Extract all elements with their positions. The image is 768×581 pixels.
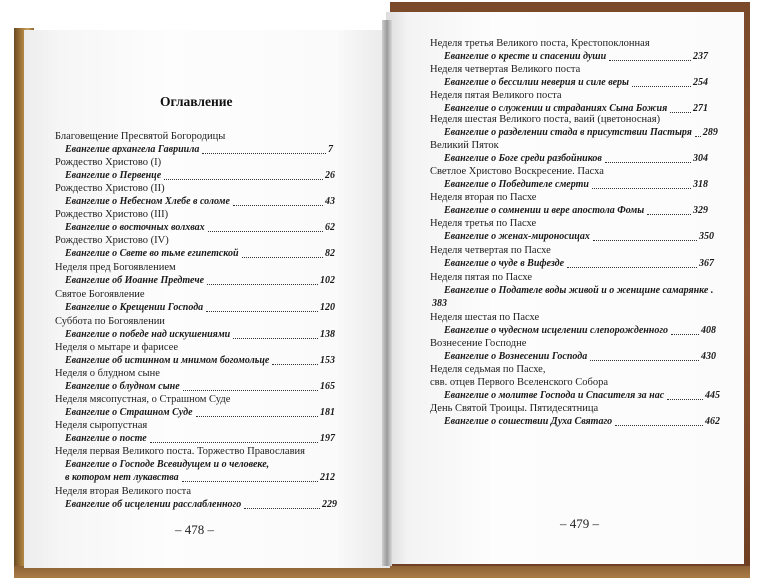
toc-subentry: Евангелие о Подателе воды живой и о женщине самарянке .	[444, 285, 714, 296]
toc-heading: Неделя о мытаре и фарисее	[55, 342, 178, 353]
page-number: 408	[701, 325, 716, 336]
toc-subentry: Евангелие о сомнении и вере апостола Фомы 329	[444, 205, 708, 216]
page-number: 254	[693, 77, 708, 88]
toc-subentry: Евангелие о Вознесении Господа 430	[444, 351, 716, 362]
page-number: 165	[320, 381, 335, 392]
toc-subentry: Евангелие о восточных волхвах 62	[65, 222, 335, 233]
toc-heading: Рождество Христово (I)	[55, 157, 162, 168]
page-number: 7	[328, 144, 333, 155]
toc-subentry: Евангелие о победе над искушениями 138	[65, 329, 335, 340]
toc-heading-line2: свв. отцев Первого Вселенского Собора	[430, 377, 609, 388]
toc-heading: Неделя пред Богоявлением	[55, 262, 176, 273]
page-folio: – 479 –	[560, 516, 599, 531]
toc-heading: Неделя четвертая по Пасхе	[430, 245, 551, 256]
toc-heading: Неделя первая Великого поста. Торжество Православия	[55, 446, 305, 457]
toc-subentry: Евангелие о сошествии Духа Святаго 462	[444, 416, 720, 427]
toc-heading: Вознесение Господне	[430, 338, 527, 349]
toc-subentry: Евангелие о чуде в Вифезде 367	[444, 258, 714, 269]
page-number: 271	[693, 103, 708, 114]
page-number: 229	[322, 499, 337, 510]
toc-heading: Неделя вторая по Пасхе	[430, 192, 537, 203]
toc-title: Оглавление	[160, 94, 233, 109]
page-number: 318	[693, 179, 708, 190]
toc-subentry: Евангелие о блудном сыне 165	[65, 381, 335, 392]
toc-subentry: Евангелие о Победителе смерти 318	[444, 179, 708, 190]
toc-subentry: Евангелие о посте 197	[65, 433, 335, 444]
toc-heading: Рождество Христово (III)	[55, 209, 169, 220]
book-gutter	[382, 20, 392, 566]
page-number: 350	[699, 231, 714, 242]
toc-subentry: Евангелие об исцелении расслабленного 229	[65, 499, 337, 510]
toc-subentry: Евангелие об Иоанне Предтече 102	[65, 275, 335, 286]
page-number: 181	[320, 407, 335, 418]
toc-heading: Неделя седьмая по Пасхе,	[430, 364, 546, 375]
toc-subentry: Евангелие о Крещении Господа 120	[65, 302, 335, 313]
page-number: 304	[693, 153, 708, 164]
toc-heading: Неделя мясопустная, о Страшном Суде	[55, 394, 231, 405]
toc-heading: Неделя шестая Великого поста, ваий (цветоносная)	[430, 114, 661, 125]
page-number: 383	[432, 298, 447, 309]
page-number: 237	[693, 51, 708, 62]
toc-heading: Святое Богоявление	[55, 289, 145, 300]
toc-heading: Неделя пятая по Пасхе	[430, 272, 532, 283]
page-number: 329	[693, 205, 708, 216]
toc-heading: Неделя сыропустная	[55, 420, 148, 431]
toc-heading: Благовещение Пресвятой Богородицы	[55, 131, 226, 142]
toc-heading: День Святой Троицы. Пятидесятница	[430, 403, 599, 414]
toc-subentry: Евангелие о кресте и спасении души 237	[444, 51, 708, 62]
toc-heading: Неделя третья Великого поста, Крестопоклонная	[430, 38, 650, 49]
toc-heading: Неделя вторая Великого поста	[55, 486, 191, 497]
toc-subentry: Евангелие о служении и страданиях Сына Божия 271	[444, 103, 708, 114]
toc-subentry: Евангелие о Свете во тьме египетской 82	[65, 248, 335, 259]
toc-subentry: Евангелие о молитве Господа и Спасителя за нас 445	[444, 390, 720, 401]
page-number: 197	[320, 433, 335, 444]
page-number: 430	[701, 351, 716, 362]
toc-heading: Неделя шестая по Пасхе	[430, 312, 540, 323]
page-number: 138	[320, 329, 335, 340]
toc-subentry: Евангелие о Небесном Хлебе в соломе 43	[65, 196, 335, 207]
toc-subentry: Евангелие об истинном и мнимом богомольце 153	[65, 355, 335, 366]
page-number: 212	[320, 472, 335, 483]
toc-subentry: Евангелие о разделении стада в присутствии Пастыря 289	[444, 127, 718, 138]
toc-heading: Неделя четвертая Великого поста	[430, 64, 581, 75]
page-number: 445	[705, 390, 720, 401]
toc-subentry: Евангелие о Боге среди разбойников 304	[444, 153, 708, 164]
page-number: 120	[320, 302, 335, 313]
page-number: 102	[320, 275, 335, 286]
toc-subentry: Евангелие о чудесном исцелении слепорожденного 408	[444, 325, 716, 336]
toc-heading: Неделя пятая Великого поста	[430, 90, 562, 101]
toc-subentry: Евангелие о женах-мироносицах 350	[444, 231, 714, 242]
toc-heading: Рождество Христово (IV)	[55, 235, 169, 246]
page-number: 26	[325, 170, 335, 181]
toc-heading: Неделя о блудном сыне	[55, 368, 160, 379]
toc-heading: Суббота по Богоявлении	[55, 316, 165, 327]
page-number: 289	[702, 127, 718, 138]
toc-subentry: Евангелие о Страшном Суде 181	[65, 407, 335, 418]
page-number: 367	[699, 258, 714, 269]
toc-subentry: в котором нет лукавства 212	[65, 472, 335, 483]
toc-heading: Неделя третья по Пасхе	[430, 218, 537, 229]
page-number: 82	[325, 248, 335, 259]
toc-subentry-line: Евангелие о Господе Всевидущем и о человеке,	[65, 459, 270, 470]
toc-heading: Рождество Христово (II)	[55, 183, 165, 194]
toc-subentry: Евангелие о бессилии неверия и силе веры 254	[444, 77, 708, 88]
toc-heading: Светлое Христово Воскресение. Пасха	[430, 166, 604, 177]
page-number: 43	[325, 196, 335, 207]
page-number: 153	[320, 355, 335, 366]
page-folio: – 478 –	[175, 522, 214, 537]
toc-subentry: Евангелие о Первенце 26	[65, 170, 335, 181]
page-number: 62	[325, 222, 335, 233]
toc-subentry: Евангелие архангела Гавриила 7	[65, 144, 333, 155]
page-number: 462	[705, 416, 720, 427]
toc-heading: Великий Пяток	[430, 140, 499, 151]
